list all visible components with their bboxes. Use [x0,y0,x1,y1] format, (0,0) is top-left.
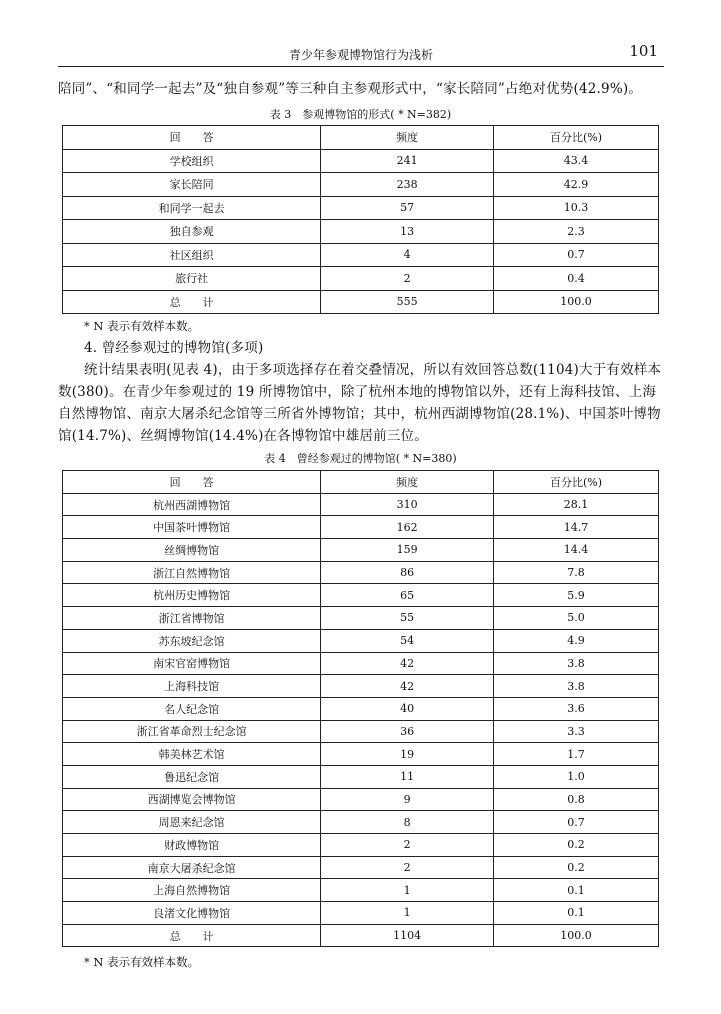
column-header: 百分比(%) [494,126,659,150]
table3 [62,125,659,314]
table-cell: 0.2 [494,856,659,879]
table-cell: 上海科技馆 [63,675,321,698]
table-cell: 3.8 [494,675,659,698]
table-cell: 57 [321,196,494,220]
table-cell: 南宋官窑博物馆 [63,652,321,675]
table-row [63,697,659,720]
table-cell: 0.8 [494,788,659,811]
table-cell: 7.8 [494,561,659,584]
table-cell: 韩美林艺术馆 [63,743,321,766]
table-cell: 南京大屠杀纪念馆 [63,856,321,879]
table-cell: 65 [321,584,494,607]
table-cell: 4.9 [494,629,659,652]
table-row [63,173,659,197]
table-row [63,149,659,173]
table-cell: 0.2 [494,834,659,857]
table-row [63,584,659,607]
running-title: 青少年参观博物馆行为浅析 [288,48,433,62]
table-cell: 14.7 [494,516,659,539]
table-row [63,607,659,630]
table-row [63,924,659,947]
table-cell: 丝绸博物馆 [63,539,321,562]
table-cell: 43.4 [494,149,659,173]
table-row [63,811,659,834]
column-header: 回 答 [63,471,321,494]
table-row [63,652,659,675]
table-cell: 238 [321,173,494,197]
table-cell: 555 [321,290,494,314]
table-header-row [63,126,659,150]
table-cell: 28.1 [494,493,659,516]
table-cell: 中国茶叶博物馆 [63,516,321,539]
table-row [63,539,659,562]
table-cell: 14.4 [494,539,659,562]
table-cell: 36 [321,720,494,743]
table-row [63,629,659,652]
paragraph-top: 陪同”、“和同学一起去”及“独自参观”等三种自主参观形式中，“家长陪同”占绝对优势(42.9%)。 [58,81,643,97]
table-cell: 5.0 [494,607,659,630]
table-cell: 42.9 [494,173,659,197]
table4-note: * N 表示有效样本数。 [84,955,200,969]
paragraph-body: 统计结果表明(见表 4)，由于多项选择存在着交叠情况，所以有效回答总数(1104)大于有效样本数(380)。在青少年参观过的 19 所博物馆中，除了杭州本地的博物馆以外，还有上海科技馆、上海自然博物馆、南京大屠杀纪念馆等三所省外博物馆；其中，杭州西湖博物馆(28.1%)、中国茶叶博物馆(14.7%)、丝绸博物馆(14.4%)在各博物馆中雄居前三位。 [58,362,662,444]
table-cell: 54 [321,629,494,652]
table-row [63,561,659,584]
table-cell: 浙江省博物馆 [63,607,321,630]
table-cell: 良渚文化博物馆 [63,902,321,925]
table-cell: 0.7 [494,811,659,834]
table-cell: 159 [321,539,494,562]
table-cell: 42 [321,652,494,675]
table-cell: 0.7 [494,243,659,267]
table-row [63,856,659,879]
table-row [63,765,659,788]
column-header: 百分比(%) [494,471,659,494]
section-heading: 4. 曾经参观过的博物馆(多项) [84,340,264,356]
table-cell: 86 [321,561,494,584]
table-row [63,902,659,925]
table-cell: 浙江省革命烈士纪念馆 [63,720,321,743]
table-header-row [63,471,659,494]
table-row [63,196,659,220]
table-row [63,267,659,291]
table-row [63,675,659,698]
table-cell: 2.3 [494,220,659,244]
table-cell: 西湖博览会博物馆 [63,788,321,811]
table-cell: 独自参观 [63,220,321,244]
table-cell: 3.3 [494,720,659,743]
column-header: 频度 [321,471,494,494]
table-cell: 42 [321,675,494,698]
table-row [63,743,659,766]
table-cell: 55 [321,607,494,630]
table-cell: 1.7 [494,743,659,766]
table-cell: 11 [321,765,494,788]
table-cell: 2 [321,856,494,879]
table-row [63,290,659,314]
table-cell: 9 [321,788,494,811]
table-cell: 和同学一起去 [63,196,321,220]
table-cell: 名人纪念馆 [63,697,321,720]
table-cell: 鲁迅纪念馆 [63,765,321,788]
table-row [63,788,659,811]
running-header [58,40,664,67]
table-row [63,834,659,857]
table-row [63,879,659,902]
table-cell: 0.4 [494,267,659,291]
table-cell: 100.0 [494,290,659,314]
table-cell: 19 [321,743,494,766]
column-header: 回 答 [63,126,321,150]
table-cell: 财政博物馆 [63,834,321,857]
table-cell: 8 [321,811,494,834]
column-header: 频度 [321,126,494,150]
table-cell: 40 [321,697,494,720]
table-cell: 杭州历史博物馆 [63,584,321,607]
table-cell: 总 计 [63,924,321,947]
table-cell: 杭州西湖博物馆 [63,493,321,516]
table-cell: 总 计 [63,290,321,314]
table-cell: 2 [321,834,494,857]
table-cell: 310 [321,493,494,516]
table-row [63,493,659,516]
table-cell: 苏东坡纪念馆 [63,629,321,652]
table3-note: * N 表示有效样本数。 [84,319,200,333]
table-row [63,220,659,244]
table-cell: 家长陪同 [63,173,321,197]
table-cell: 0.1 [494,879,659,902]
table-cell: 241 [321,149,494,173]
table-cell: 2 [321,267,494,291]
table-cell: 5.9 [494,584,659,607]
table-cell: 社区组织 [63,243,321,267]
table-cell: 3.6 [494,697,659,720]
table-cell: 学校组织 [63,149,321,173]
table-cell: 10.3 [494,196,659,220]
table-cell: 4 [321,243,494,267]
table-row [63,516,659,539]
table3-caption: 表 3 参观博物馆的形式( * N=382) [269,108,452,121]
table-cell: 100.0 [494,924,659,947]
table-cell: 1 [321,879,494,902]
table-cell: 1 [321,902,494,925]
table-cell: 0.1 [494,902,659,925]
page-number: 101 [629,42,658,60]
table-cell: 周恩来纪念馆 [63,811,321,834]
table-row [63,720,659,743]
table-cell: 上海自然博物馆 [63,879,321,902]
table-cell: 1104 [321,924,494,947]
table-cell: 3.8 [494,652,659,675]
table-cell: 旅行社 [63,267,321,291]
table-row [63,243,659,267]
table-cell: 162 [321,516,494,539]
table4 [62,470,659,947]
table-cell: 浙江自然博物馆 [63,561,321,584]
table-cell: 1.0 [494,765,659,788]
table-cell: 13 [321,220,494,244]
table4-caption: 表 4 曾经参观过的博物馆( * N=380) [264,452,457,465]
